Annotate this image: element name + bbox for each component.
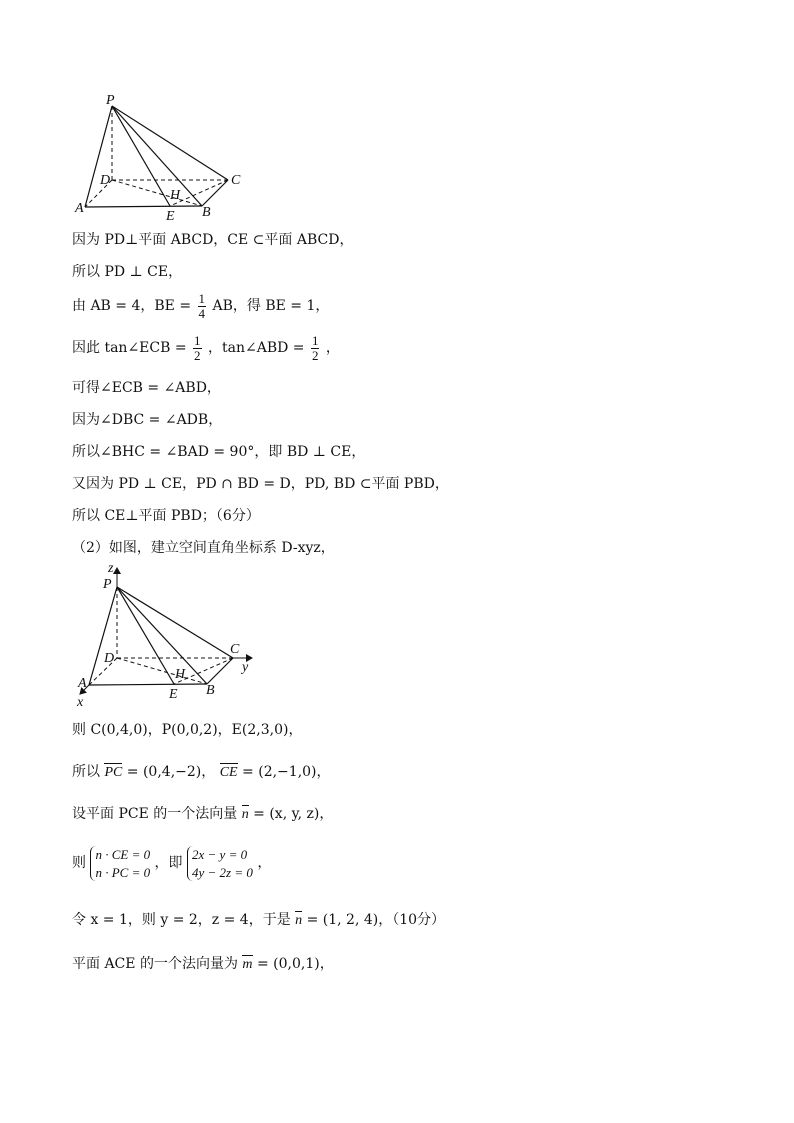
system-1-eq1: n · CE = 0 <box>95 847 151 862</box>
edge-PB <box>112 106 202 206</box>
label-x: x <box>77 695 84 710</box>
fraction-1-2-b: $\frac{1}{2}$ <box>311 333 319 363</box>
l13-post: = (x, y, z)， <box>248 806 334 822</box>
edge-PE <box>112 106 170 206</box>
edge-BC <box>207 658 233 684</box>
label-A: A <box>78 676 87 691</box>
label-D: D <box>104 651 115 666</box>
system-2-eq1: 2x − y = 0 <box>192 847 248 862</box>
pyramid-figure-1 <box>70 92 270 227</box>
l4-post: ， <box>325 340 340 357</box>
system-2 <box>187 846 253 881</box>
proof-line-15 <box>72 912 445 930</box>
label-B: B <box>202 205 211 220</box>
proof-line-12 <box>72 764 331 782</box>
proof-line-13 <box>72 806 333 824</box>
edge-PB <box>117 587 207 684</box>
l16-post: = (0,0,1)， <box>252 956 334 972</box>
label-B: B <box>206 683 215 698</box>
vector-CE: CE <box>219 765 238 780</box>
edge-DB <box>117 658 207 684</box>
label-C: C <box>231 173 241 188</box>
l3-post: AB，得 BE = 1， <box>212 298 330 315</box>
edge-AB <box>89 684 207 685</box>
vector-m: m <box>242 957 253 972</box>
label-y: y <box>242 660 249 675</box>
l12-pre: 所以 <box>72 764 100 780</box>
edge-PC <box>112 106 228 180</box>
system-1 <box>90 846 150 881</box>
l14-mid: ，即 <box>154 855 183 872</box>
l12-a: = (0,4,−2)， <box>122 764 216 780</box>
proof-line-1: 因为 PD⊥平面 ABCD，CE ⊂平面 ABCD， <box>72 232 354 248</box>
l13-pre: 设平面 PCE 的一个法向量 <box>72 806 238 822</box>
pyramid-figure-2 <box>70 560 270 710</box>
label-D: D <box>100 173 111 188</box>
label-H: H <box>175 667 186 682</box>
l14-post: ， <box>257 855 272 872</box>
label-E: E <box>166 209 175 224</box>
edge-PA <box>85 106 112 207</box>
label-H: H <box>170 188 181 203</box>
proof-line-16 <box>72 956 334 974</box>
system-2-eq2: 4y − 2z = 0 <box>192 864 253 880</box>
vector-PC: PC <box>104 765 123 780</box>
proof-line-6: 因为∠DBC = ∠ADB， <box>72 412 223 428</box>
edge-PC <box>117 587 233 658</box>
l15-pre: 令 x = 1，则 y = 2，z = 4，于是 <box>72 912 291 928</box>
proof-line-4 <box>72 334 340 362</box>
l3-pre: 由 AB = 4，BE = <box>72 298 192 315</box>
fraction-1-2-a: $\frac{1}{2}$ <box>194 333 201 363</box>
label-E: E <box>169 687 178 702</box>
l16-pre: 平面 ACE 的一个法向量为 <box>72 956 238 972</box>
l15-post: = (1, 2, 4)，（10分） <box>302 912 446 928</box>
proof-line-7: 所以∠BHC = ∠BAD = 90°，即 BD ⊥ CE， <box>72 444 366 460</box>
l4-pre: 因此 tan∠ECB = <box>72 340 187 357</box>
edge-BC <box>202 180 228 206</box>
edge-AB <box>85 206 202 207</box>
edge-PE <box>117 587 174 684</box>
proof-line-10: （2）如图，建立空间直角坐标系 D-xyz， <box>72 540 335 556</box>
edge-PA <box>89 587 117 685</box>
label-C: C <box>230 642 240 657</box>
proof-line-14 <box>72 846 271 881</box>
l14-pre: 则 <box>72 855 86 872</box>
label-A: A <box>75 201 84 216</box>
l12-b: = (2,−1,0)， <box>237 764 331 780</box>
proof-line-5: 可得∠ECB = ∠ABD， <box>72 380 221 396</box>
vector-n: n <box>241 807 249 822</box>
system-1-eq2: n · PC = 0 <box>95 864 151 880</box>
label-z: z <box>108 561 114 576</box>
label-P: P <box>103 577 112 592</box>
fraction-1-4: $\frac{1}{4}$ <box>198 291 206 321</box>
proof-line-11: 则 C(0,4,0)，P(0,0,2)，E(2,3,0)， <box>72 722 303 738</box>
l4-mid: ，tan∠ABD = <box>207 340 305 357</box>
proof-line-2: 所以 PD ⊥ CE， <box>72 264 183 280</box>
proof-line-9: 所以 CE⊥平面 PBD；（6分） <box>72 508 260 524</box>
label-P: P <box>106 93 115 108</box>
proof-line-8: 又因为 PD ⊥ CE，PD ∩ BD = D，PD, BD ⊂平面 PBD， <box>72 476 449 492</box>
vector-n-2: n <box>295 913 303 928</box>
proof-line-3 <box>72 292 329 320</box>
